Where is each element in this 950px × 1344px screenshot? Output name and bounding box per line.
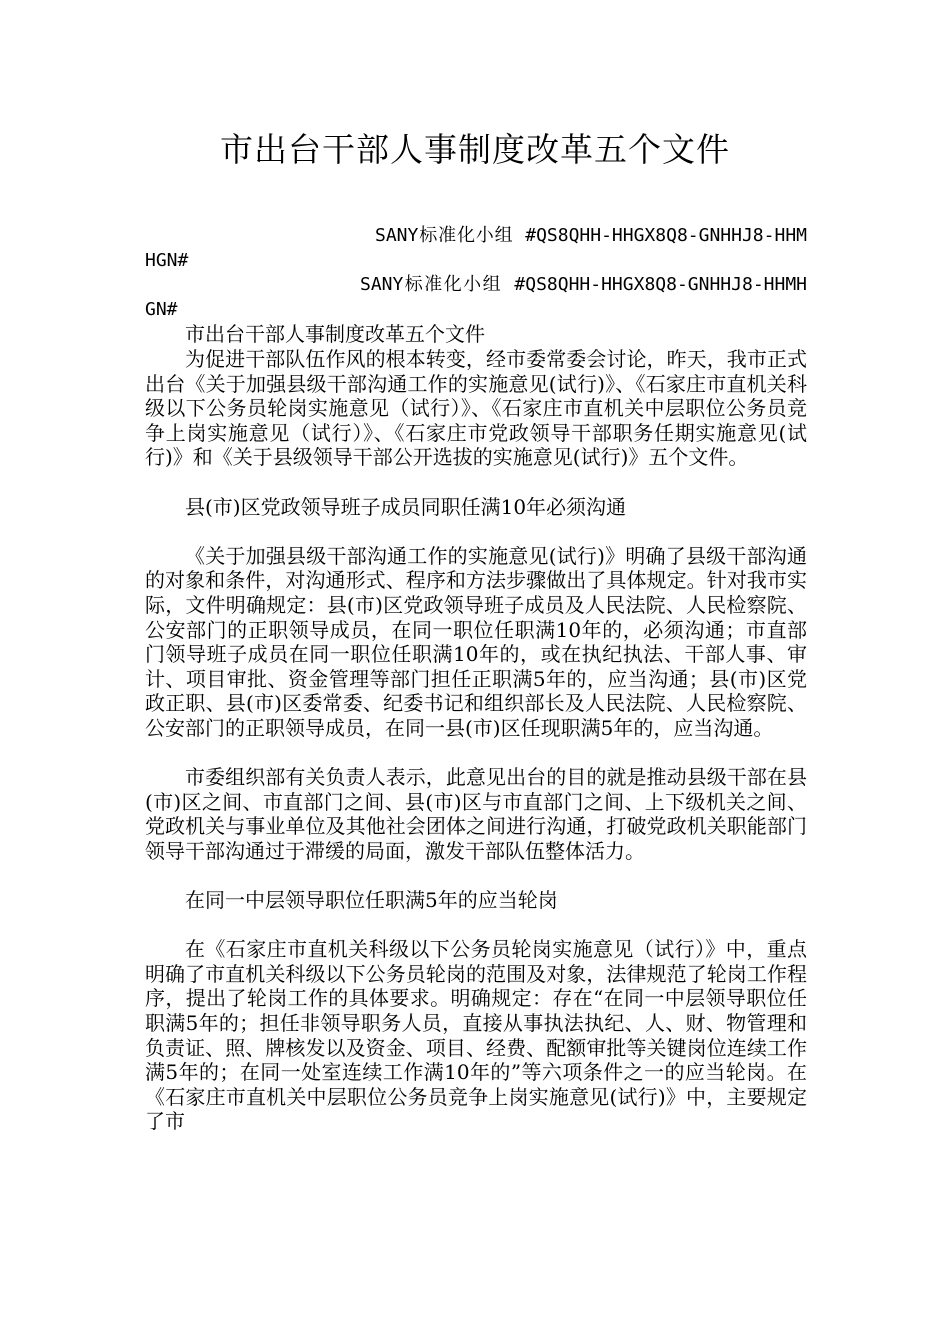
- spacer: [145, 740, 807, 765]
- paragraph: 市委组织部有关负责人表示，此意见出台的目的就是推动县级干部在县(市)区之间、市直部门之间、县(市)区与市直部门之间、上下级机关之间、党政机关与事业单位及其他社会团体之间进行沟通，打破党政机关职能部门领导干部沟通过于滞缓的局面，激发干部队伍整体活力。: [145, 765, 807, 863]
- document-title: 市出台干部人事制度改革五个文件: [220, 130, 730, 169]
- section-heading: 在同一中层领导职位任职满5年的应当轮岗: [185, 888, 558, 913]
- spacer: [145, 863, 807, 888]
- spacer: [145, 913, 807, 938]
- document-subtitle: 市出台干部人事制度改革五个文件: [185, 322, 485, 347]
- meta-line: SANY标准化小组 #QS8QHH-HHGX8Q8-GNHHJ8-HHMHGN#: [145, 274, 807, 320]
- paragraph: 在《石家庄市直机关科级以下公务员轮岗实施意见（试行）》中，重点明确了市直机关科级以下公务员轮岗的范围及对象，法律规范了轮岗工作程序，提出了轮岗工作的具体要求。明确规定：存在“在同一中层领导职位任职满5年的；担任非领导职务人员，直接从事执法执纪、人、财、物管理和负责证、照、牌核发以及资金、项目、经费、配额审批等关键岗位连续工作满5年的；在同一处室连续工作满10年的”等六项条件之一的应当轮岗。在《石家庄市直机关中层职位公务员竞争上岗实施意见(试行)》中，主要规定了市: [145, 937, 807, 1134]
- paragraph: 为促进干部队伍作风的根本转变，经市委常委会讨论，昨天，我市正式出台《关于加强县级干部沟通工作的实施意见(试行)》、《石家庄市直机关科级以下公务员轮岗实施意见（试行）》、《石家庄市直机关中层职位公务员竞争上岗实施意见（试行）》、《石家庄市党政领导干部职务任期实施意见(试行)》和《关于县级领导干部公开选拔的实施意见(试行)》五个文件。: [145, 346, 807, 470]
- spacer: [145, 519, 807, 544]
- section-heading: 县(市)区党政领导班子成员同职任满10年必须沟通: [185, 494, 627, 519]
- meta-line: SANY标准化小组 #QS8QHH-HHGX8Q8-GNHHJ8-HHMHGN#: [145, 225, 807, 271]
- paragraph: 《关于加强县级干部沟通工作的实施意见(试行)》明确了县级干部沟通的对象和条件，对沟通形式、程序和方法步骤做出了具体规定。针对我市实际，文件明确规定：县(市)区党政领导班子成员及人民法院、人民检察院、公安部门的正职领导成员，在同一职位任职满10年的，必须沟通；市直部门领导班子成员在同一职位任职满10年的，或在执纪执法、干部人事、审计、项目审批、资金管理等部门担任正职满5年的，应当沟通；县(市)区党政正职、县(市)区委常委、纪委书记和组织部长及人民法院、人民检察院、公安部门的正职领导成员，在同一县(市)区任现职满5年的，应当沟通。: [145, 543, 807, 740]
- spacer: [145, 470, 807, 495]
- document-body: [145, 224, 807, 1134]
